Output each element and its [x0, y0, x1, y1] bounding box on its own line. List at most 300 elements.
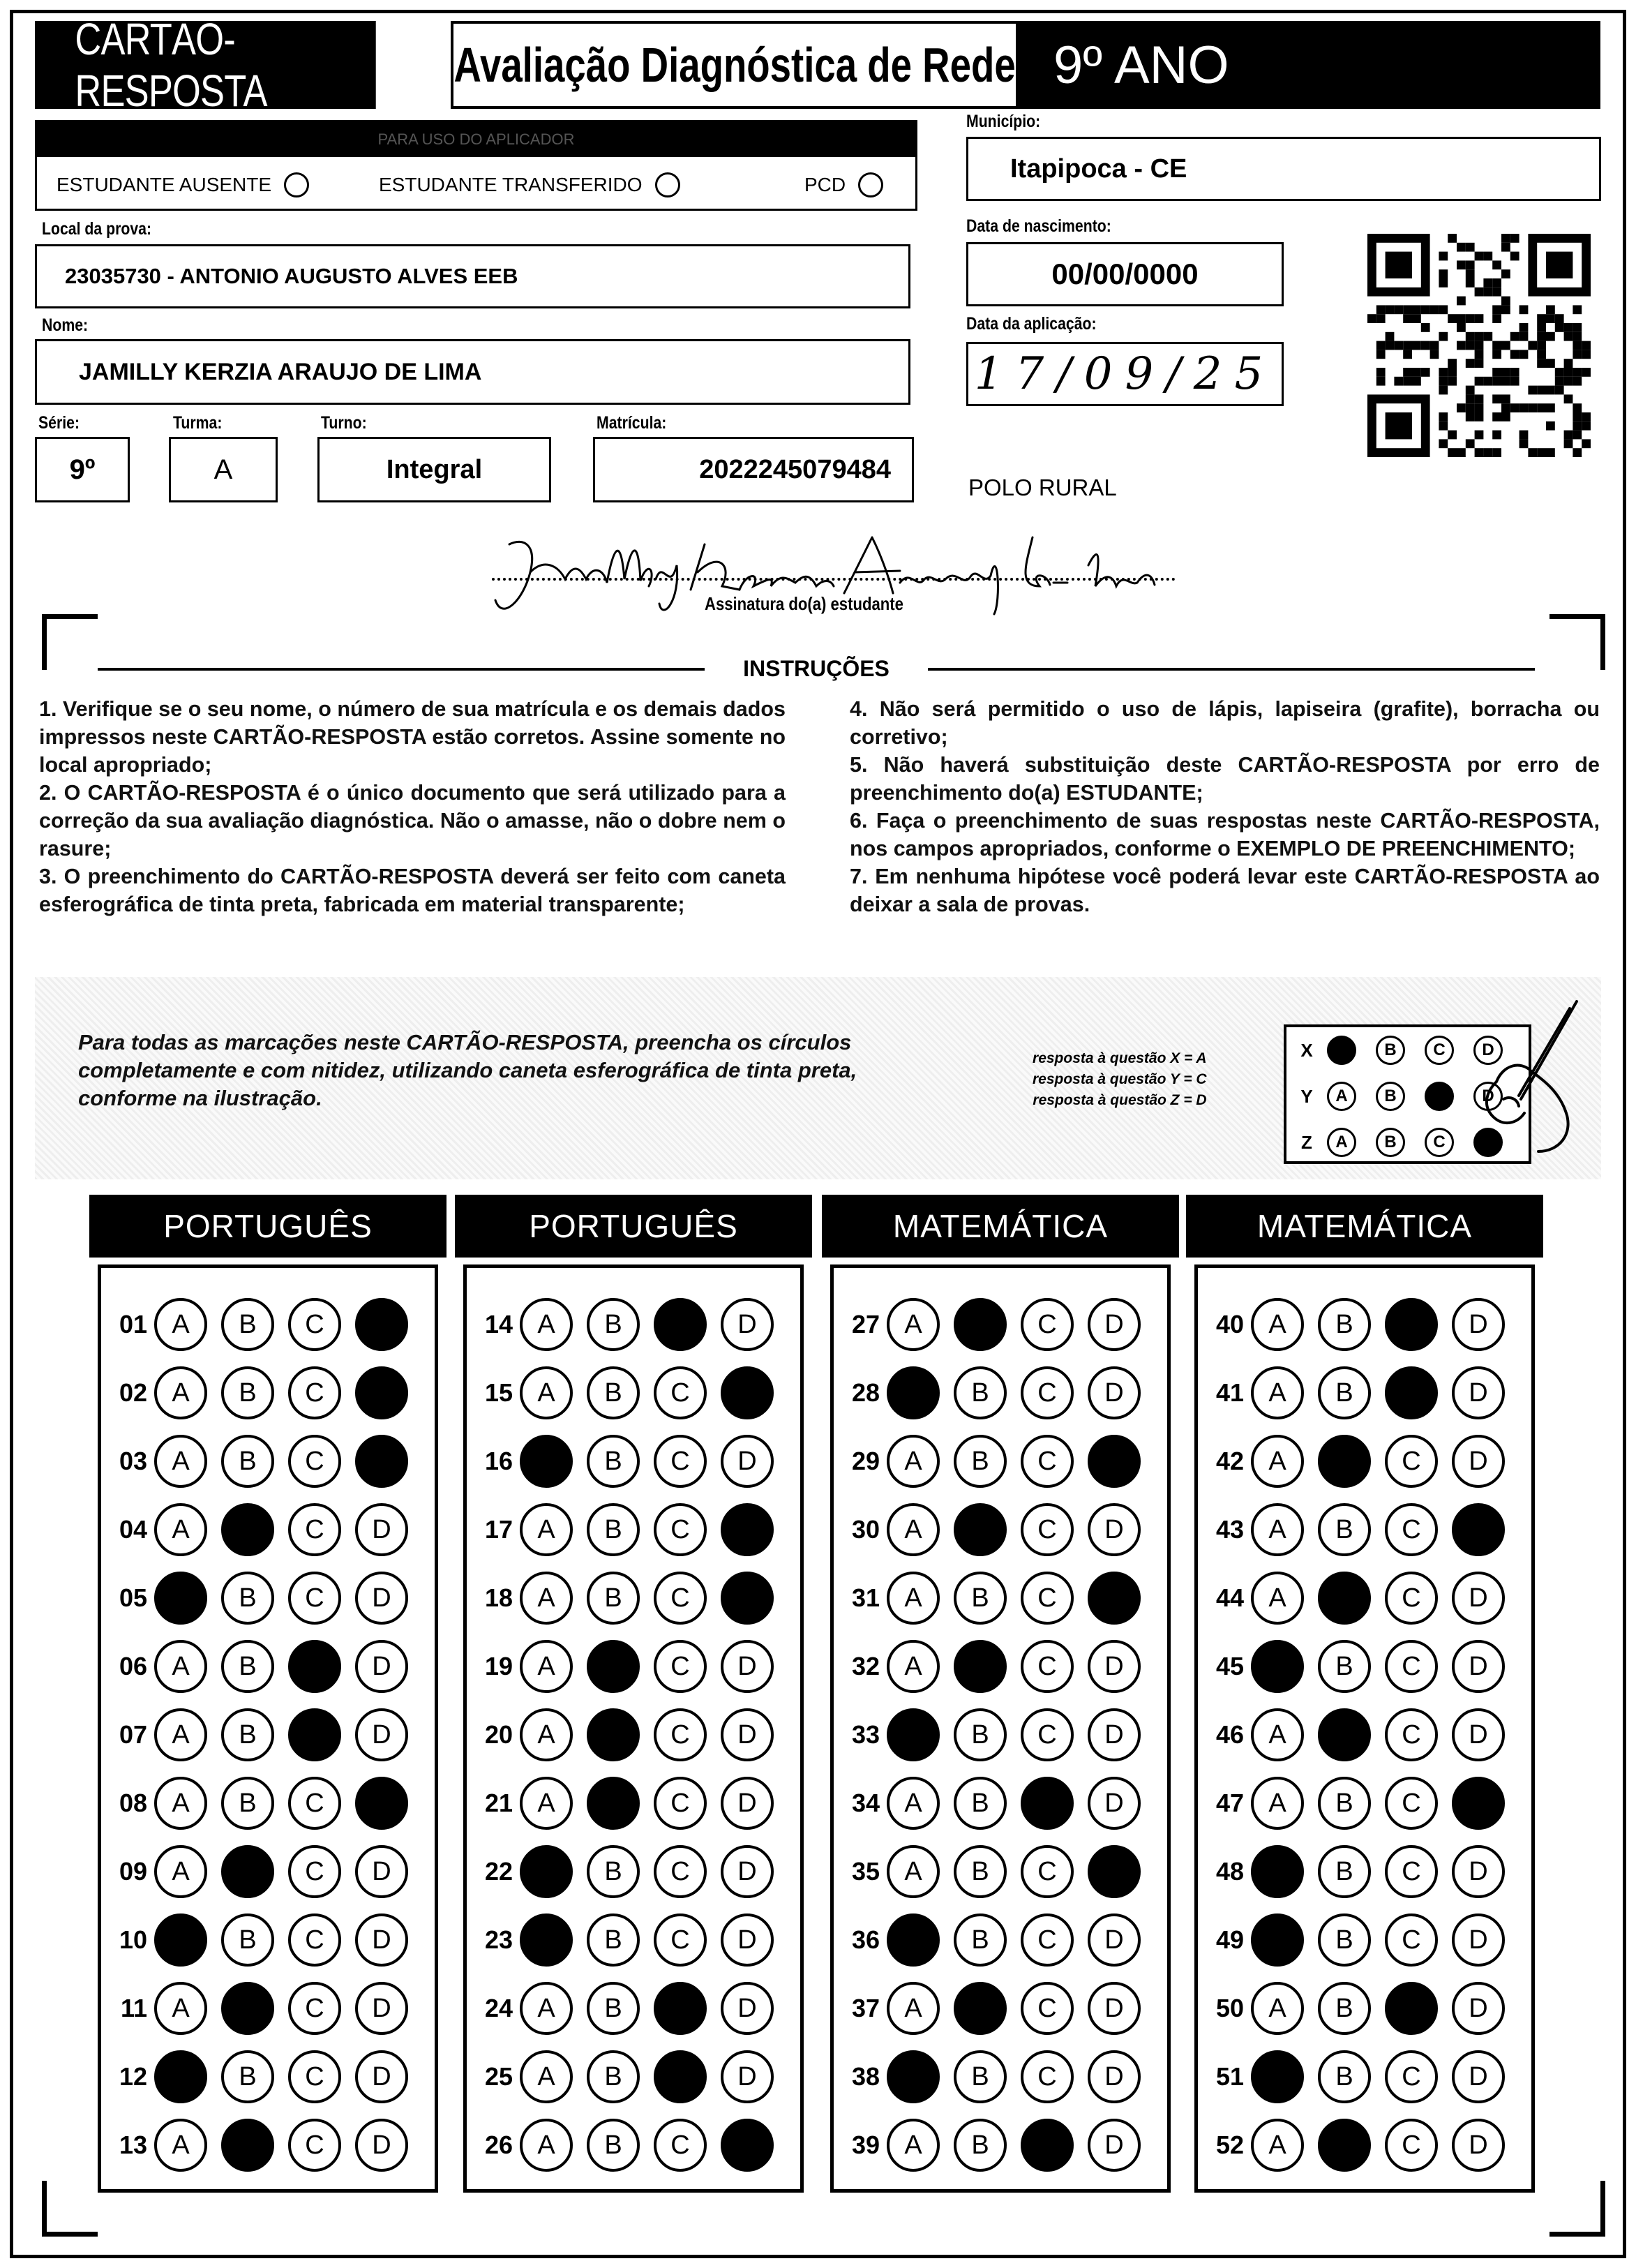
answer-bubble-c[interactable]: C — [1021, 1366, 1074, 1419]
question-row — [1198, 1772, 1505, 1835]
answer-bubble-a[interactable]: A — [887, 2119, 940, 2172]
fill-example-text: Para todas as marcações neste CARTÃO-RESPOSTA, preencha os círculos completamente e com nitidez, utilizando caneta esferográfica de tinta preta, conforme na ilustração. — [78, 1030, 857, 1110]
answer-bubble-a[interactable] — [887, 1913, 940, 1967]
answer-bubble-c[interactable]: C — [1385, 2050, 1438, 2103]
question-number: 52 — [1215, 2131, 1244, 2159]
answer-bubble-a[interactable]: A — [154, 1708, 207, 1761]
frame-corner-bottom-right — [1549, 2181, 1605, 2237]
answer-bubble-b[interactable] — [1318, 2119, 1371, 2172]
answer-bubble-b[interactable]: B — [587, 2050, 640, 2103]
pcd-bubble[interactable] — [858, 172, 883, 197]
answer-bubble-b[interactable]: B — [1318, 1777, 1371, 1830]
answer-bubble-a[interactable] — [1251, 1913, 1304, 1967]
answer-bubble-a[interactable]: A — [520, 1298, 573, 1351]
question-row — [101, 1293, 408, 1356]
instruction-1: 1. Verifique se o seu nome, o número de sua matrícula e os demais dados impressos neste CARTÃO-RESPOSTA estão corretos. Assine somente no local apropriado; — [39, 697, 786, 777]
answer-bubble-b[interactable]: B — [221, 1435, 274, 1488]
answer-bubble-c[interactable]: C — [654, 1366, 707, 1419]
legend-z: resposta à questão Z = D — [1033, 1092, 1207, 1108]
answer-bubble-d[interactable]: D — [1452, 1708, 1505, 1761]
answer-bubble-d[interactable]: D — [721, 1435, 774, 1488]
local-label: Local da prova: — [42, 219, 152, 239]
answer-bubble-b[interactable] — [221, 1503, 274, 1556]
answer-bubble-b[interactable] — [221, 1982, 274, 2035]
answer-bubble-c[interactable]: C — [288, 1435, 341, 1488]
answer-bubble-c[interactable]: C — [654, 1845, 707, 1898]
grade-title: 9º ANO — [1019, 21, 1600, 109]
answer-bubble-b[interactable] — [954, 1298, 1007, 1351]
aplicacao-field[interactable]: 17/09/25 — [966, 342, 1284, 406]
municipio-field: Itapipoca - CE — [966, 137, 1601, 201]
answer-bubble-b[interactable]: B — [1318, 2050, 1371, 2103]
answer-bubble-c[interactable] — [1385, 1982, 1438, 2035]
answer-bubble-d[interactable]: D — [1088, 1913, 1141, 1967]
answer-bubble-a[interactable] — [887, 1366, 940, 1419]
question-number: 17 — [484, 1515, 513, 1544]
question-number: 12 — [119, 2062, 147, 2091]
answer-bubble-c[interactable]: C — [1385, 1845, 1438, 1898]
absent-option[interactable] — [57, 172, 309, 197]
answer-bubble-c[interactable]: C — [654, 2119, 707, 2172]
question-row — [467, 1361, 774, 1424]
answer-bubble-c[interactable] — [654, 1298, 707, 1351]
answer-bubble-b[interactable] — [1318, 1708, 1371, 1761]
answer-bubble-a[interactable] — [1251, 1640, 1304, 1693]
answer-bubble-c[interactable]: C — [654, 1572, 707, 1625]
question-row — [1198, 2045, 1505, 2108]
answer-bubble-d[interactable] — [721, 1503, 774, 1556]
answer-bubble-d[interactable] — [1088, 1435, 1141, 1488]
answer-bubble-d[interactable]: D — [1088, 1777, 1141, 1830]
answer-bubble-b[interactable]: B — [954, 1913, 1007, 1967]
answer-bubble-c[interactable] — [654, 2050, 707, 2103]
answer-bubble-d[interactable]: D — [1452, 1298, 1505, 1351]
answer-bubble-b[interactable]: B — [587, 1298, 640, 1351]
transferred-label: ESTUDANTE TRANSFERIDO — [379, 174, 643, 195]
answer-bubble-c[interactable] — [288, 1708, 341, 1761]
answer-bubble-c[interactable] — [1385, 1366, 1438, 1419]
answer-bubble-d[interactable] — [1452, 1777, 1505, 1830]
answer-section — [1194, 1264, 1535, 2193]
answer-bubble-d[interactable] — [1452, 1503, 1505, 1556]
answer-bubble-b[interactable]: B — [1318, 1298, 1371, 1351]
answer-bubble-a[interactable]: A — [1251, 1777, 1304, 1830]
answer-bubble-d[interactable] — [355, 1298, 408, 1351]
answer-bubble-c[interactable] — [1021, 2119, 1074, 2172]
answer-bubble-a[interactable]: A — [154, 1298, 207, 1351]
question-row — [467, 1977, 774, 2040]
answer-bubble-c[interactable]: C — [1385, 1708, 1438, 1761]
answer-bubble-b[interactable]: B — [587, 1366, 640, 1419]
answer-bubble-b[interactable]: B — [221, 1913, 274, 1967]
answer-bubble-d[interactable]: D — [721, 1913, 774, 1967]
answer-bubble-d[interactable] — [721, 1572, 774, 1625]
answer-bubble-a[interactable]: A — [1251, 1708, 1304, 1761]
question-number: 01 — [119, 1310, 147, 1338]
answer-bubble-c[interactable] — [654, 1982, 707, 2035]
answer-bubble-a[interactable]: A — [887, 1845, 940, 1898]
answer-bubble-d[interactable]: D — [1088, 1298, 1141, 1351]
answer-bubble-a[interactable] — [887, 2050, 940, 2103]
answer-bubble-c[interactable]: C — [1021, 1503, 1074, 1556]
answer-bubble-b[interactable]: B — [587, 1845, 640, 1898]
legend-y: resposta à questão Y = C — [1033, 1071, 1207, 1087]
section-header: PORTUGUÊS — [89, 1195, 446, 1258]
answer-bubble-a[interactable] — [154, 1913, 207, 1967]
question-number: 19 — [484, 1652, 513, 1680]
answer-bubble-c[interactable]: C — [288, 1366, 341, 1419]
answer-bubble-b[interactable]: B — [954, 1366, 1007, 1419]
answer-bubble-b[interactable]: B — [221, 1777, 274, 1830]
instructions-rule-right — [928, 668, 1535, 671]
answer-bubble-c[interactable] — [1385, 1298, 1438, 1351]
answer-bubble-b[interactable]: B — [954, 1572, 1007, 1625]
answer-bubble-b[interactable]: B — [587, 1982, 640, 2035]
question-row — [834, 1293, 1141, 1356]
answer-bubble-b[interactable]: B — [954, 1435, 1007, 1488]
question-number: 45 — [1215, 1652, 1244, 1680]
answer-bubble-d[interactable]: D — [1088, 1503, 1141, 1556]
answer-bubble-d[interactable]: D — [355, 2050, 408, 2103]
question-row — [834, 1430, 1141, 1493]
answer-bubble-a[interactable]: A — [154, 1366, 207, 1419]
answer-bubble-a[interactable] — [520, 1845, 573, 1898]
question-number: 13 — [119, 2131, 147, 2159]
answer-bubble-b[interactable]: B — [1318, 1640, 1371, 1693]
answer-bubble-c[interactable] — [1021, 1777, 1074, 1830]
answer-bubble-b[interactable]: B — [587, 1435, 640, 1488]
answer-bubble-c[interactable]: C — [1021, 1982, 1074, 2035]
answer-bubble-c[interactable]: C — [1021, 1640, 1074, 1693]
answer-bubble-c[interactable]: C — [654, 1708, 707, 1761]
answer-bubble-d[interactable]: D — [721, 1298, 774, 1351]
answer-bubble-a[interactable]: A — [887, 1777, 940, 1830]
question-number: 40 — [1215, 1310, 1244, 1338]
answer-bubble-d[interactable]: D — [1452, 1845, 1505, 1898]
answer-bubble-d[interactable]: D — [1452, 2050, 1505, 2103]
answer-bubble-c[interactable]: C — [288, 2119, 341, 2172]
answer-bubble-c[interactable]: C — [654, 1913, 707, 1967]
answer-bubble-a[interactable]: A — [887, 1435, 940, 1488]
answer-bubble-c[interactable]: C — [288, 1298, 341, 1351]
answer-bubble-d[interactable] — [355, 1435, 408, 1488]
example-bubble-c — [1425, 1082, 1454, 1111]
answer-bubble-d[interactable]: D — [1452, 1913, 1505, 1967]
question-row — [834, 1977, 1141, 2040]
question-number: 43 — [1215, 1515, 1244, 1544]
absent-bubble[interactable] — [284, 172, 309, 197]
answer-bubble-a[interactable]: A — [1251, 1366, 1304, 1419]
question-number: 50 — [1215, 1994, 1244, 2022]
answer-bubble-c[interactable]: C — [288, 1503, 341, 1556]
answer-bubble-a[interactable] — [887, 1708, 940, 1761]
answer-bubble-d[interactable]: D — [355, 1913, 408, 1967]
answer-bubble-c[interactable]: C — [1021, 1845, 1074, 1898]
example-bubble-a: A — [1327, 1128, 1356, 1157]
question-number: 20 — [484, 1720, 513, 1749]
answer-bubble-a[interactable]: A — [887, 1572, 940, 1625]
answer-bubble-d[interactable]: D — [355, 1845, 408, 1898]
answer-bubble-d[interactable] — [1088, 1572, 1141, 1625]
answer-bubble-a[interactable]: A — [520, 2119, 573, 2172]
answer-bubble-a[interactable] — [1251, 1845, 1304, 1898]
answer-bubble-d[interactable]: D — [355, 1640, 408, 1693]
answer-bubble-b[interactable]: B — [954, 1777, 1007, 1830]
answer-bubble-d[interactable]: D — [355, 1572, 408, 1625]
answer-bubble-a[interactable] — [520, 1913, 573, 1967]
answer-bubble-d[interactable]: D — [1452, 1982, 1505, 2035]
question-number: 21 — [484, 1789, 513, 1817]
example-bubble-b: B — [1376, 1036, 1405, 1065]
answer-bubble-b[interactable]: B — [954, 1708, 1007, 1761]
question-number: 48 — [1215, 1857, 1244, 1886]
answer-bubble-a[interactable]: A — [887, 1298, 940, 1351]
local-field: 23035730 - ANTONIO AUGUSTO ALVES EEB — [35, 244, 910, 308]
answer-bubble-b[interactable] — [587, 1640, 640, 1693]
instructions-right-column — [850, 695, 1600, 918]
answer-bubble-c[interactable]: C — [1385, 2119, 1438, 2172]
municipio-label: Município: — [966, 112, 1041, 131]
example-bubble-a: A — [1327, 1082, 1356, 1111]
answer-bubble-a[interactable] — [154, 2050, 207, 2103]
answer-bubble-d[interactable]: D — [1452, 1366, 1505, 1419]
example-bubble-b: B — [1376, 1082, 1405, 1111]
answer-bubble-b[interactable]: B — [1318, 1845, 1371, 1898]
question-row — [101, 1909, 408, 1971]
instructions-left-column — [39, 695, 786, 918]
answer-bubble-b[interactable]: B — [221, 1366, 274, 1419]
answer-bubble-b[interactable] — [954, 1640, 1007, 1693]
answer-bubble-b[interactable]: B — [954, 1845, 1007, 1898]
answer-bubble-d[interactable]: D — [1452, 1640, 1505, 1693]
answer-bubble-a[interactable] — [154, 1572, 207, 1625]
answer-bubble-a[interactable]: A — [1251, 1503, 1304, 1556]
answer-bubble-b[interactable]: B — [587, 2119, 640, 2172]
answer-bubble-b[interactable]: B — [221, 1708, 274, 1761]
answer-bubble-a[interactable]: A — [520, 1982, 573, 2035]
example-bubble-c: C — [1425, 1036, 1454, 1065]
answer-bubble-a[interactable]: A — [154, 1503, 207, 1556]
question-number: 25 — [484, 2062, 513, 2091]
question-number: 02 — [119, 1378, 147, 1407]
answer-bubble-b[interactable]: B — [221, 1640, 274, 1693]
answer-bubble-a[interactable] — [520, 1435, 573, 1488]
answer-bubble-a[interactable]: A — [520, 2050, 573, 2103]
answer-bubble-b[interactable]: B — [587, 1913, 640, 1967]
nascimento-label: Data de nascimento: — [966, 216, 1111, 236]
answer-bubble-c[interactable]: C — [288, 1982, 341, 2035]
answer-bubble-d[interactable]: D — [1088, 1366, 1141, 1419]
answer-bubble-b[interactable] — [221, 2119, 274, 2172]
answer-bubble-b[interactable] — [221, 1845, 274, 1898]
answer-bubble-d[interactable]: D — [721, 1845, 774, 1898]
answer-bubble-b[interactable] — [954, 1982, 1007, 2035]
answer-bubble-c[interactable]: C — [654, 1777, 707, 1830]
answer-bubble-b[interactable]: B — [1318, 1366, 1371, 1419]
answer-bubble-b[interactable]: B — [1318, 1503, 1371, 1556]
example-bubble-d: D — [1473, 1036, 1503, 1065]
question-row — [101, 1772, 408, 1835]
answer-bubble-a[interactable]: A — [887, 1503, 940, 1556]
question-row — [101, 2114, 408, 2177]
status-band: PARA USO DO APLICADOR — [37, 122, 915, 157]
answer-bubble-d[interactable]: D — [1088, 1708, 1141, 1761]
answer-bubble-a[interactable]: A — [154, 1640, 207, 1693]
answer-bubble-d[interactable] — [721, 1366, 774, 1419]
answer-bubble-a[interactable]: A — [887, 1640, 940, 1693]
turno-label: Turno: — [321, 413, 367, 433]
question-row — [101, 1498, 408, 1561]
question-number: 34 — [851, 1789, 880, 1817]
answer-bubble-d[interactable]: D — [355, 1708, 408, 1761]
answer-bubble-c[interactable]: C — [1021, 2050, 1074, 2103]
answer-bubble-d[interactable]: D — [721, 2050, 774, 2103]
pcd-label: PCD — [804, 174, 846, 195]
question-number: 36 — [851, 1925, 880, 1954]
answer-bubble-a[interactable]: A — [520, 1366, 573, 1419]
answer-bubble-c[interactable]: C — [288, 1572, 341, 1625]
question-row — [1198, 1498, 1505, 1561]
nome-label: Nome: — [42, 315, 89, 335]
answer-bubble-c[interactable]: C — [1021, 1435, 1074, 1488]
question-number: 16 — [484, 1447, 513, 1475]
question-number: 18 — [484, 1583, 513, 1612]
answer-bubble-b[interactable]: B — [954, 2119, 1007, 2172]
answer-bubble-a[interactable]: A — [1251, 2119, 1304, 2172]
question-number: 09 — [119, 1857, 147, 1886]
answer-bubble-c[interactable]: C — [288, 1777, 341, 1830]
answer-bubble-d[interactable]: D — [1088, 2050, 1141, 2103]
question-row — [467, 1840, 774, 1903]
instruction-5: 5. Não haverá substituição deste CARTÃO-RESPOSTA por erro de preenchimento do(a) ESTUDANTE; — [850, 753, 1600, 805]
answer-bubble-c[interactable] — [288, 1640, 341, 1693]
question-row — [101, 1977, 408, 2040]
answer-bubble-b[interactable]: B — [1318, 1913, 1371, 1967]
answer-bubble-d[interactable]: D — [1452, 1435, 1505, 1488]
answer-bubble-b[interactable]: B — [1318, 1982, 1371, 2035]
answer-bubble-a[interactable]: A — [887, 1982, 940, 2035]
answer-bubble-a[interactable]: A — [520, 1708, 573, 1761]
question-number: 44 — [1215, 1583, 1244, 1612]
answer-bubble-c[interactable]: C — [1385, 1572, 1438, 1625]
answer-bubble-b[interactable] — [587, 1777, 640, 1830]
answer-bubble-a[interactable]: A — [154, 2119, 207, 2172]
answer-bubble-b[interactable]: B — [954, 2050, 1007, 2103]
answer-bubble-c[interactable]: C — [1021, 1913, 1074, 1967]
answer-bubble-c[interactable]: C — [654, 1503, 707, 1556]
answer-bubble-a[interactable]: A — [520, 1503, 573, 1556]
question-row — [1198, 1977, 1505, 2040]
instruction-7: 7. Em nenhuma hipótese você poderá levar este CARTÃO-RESPOSTA ao deixar a sala de provas. — [850, 865, 1600, 916]
answer-bubble-b[interactable]: B — [221, 2050, 274, 2103]
turma-field: A — [169, 437, 278, 502]
answer-bubble-b[interactable] — [587, 1708, 640, 1761]
answer-bubble-c[interactable]: C — [288, 2050, 341, 2103]
question-row — [1198, 1909, 1505, 1971]
answer-bubble-d[interactable]: D — [721, 1982, 774, 2035]
answer-bubble-b[interactable] — [954, 1503, 1007, 1556]
answer-bubble-d[interactable]: D — [355, 1982, 408, 2035]
answer-bubble-d[interactable]: D — [721, 1640, 774, 1693]
answer-bubble-a[interactable]: A — [1251, 1298, 1304, 1351]
answer-bubble-c[interactable]: C — [288, 1913, 341, 1967]
transferred-bubble[interactable] — [655, 172, 680, 197]
answer-bubble-a[interactable]: A — [154, 1845, 207, 1898]
answer-bubble-d[interactable]: D — [1452, 1572, 1505, 1625]
answer-bubble-b[interactable] — [1318, 1435, 1371, 1488]
answer-bubble-b[interactable]: B — [587, 1572, 640, 1625]
question-row — [834, 1635, 1141, 1698]
answer-bubble-a[interactable]: A — [154, 1982, 207, 2035]
answer-bubble-a[interactable] — [1251, 2050, 1304, 2103]
answer-section — [830, 1264, 1171, 2193]
answer-bubble-b[interactable]: B — [221, 1298, 274, 1351]
answer-bubble-c[interactable]: C — [1385, 1640, 1438, 1693]
question-number: 30 — [851, 1515, 880, 1544]
answer-bubble-b[interactable]: B — [221, 1572, 274, 1625]
question-row — [467, 1635, 774, 1698]
answer-bubble-c[interactable]: C — [1021, 1708, 1074, 1761]
answer-bubble-c[interactable]: C — [1385, 1435, 1438, 1488]
question-row — [1198, 1703, 1505, 1766]
answer-bubble-a[interactable]: A — [154, 1435, 207, 1488]
answer-bubble-d[interactable]: D — [1088, 1640, 1141, 1693]
answer-bubble-c[interactable]: C — [1385, 1503, 1438, 1556]
answer-bubble-a[interactable]: A — [520, 1572, 573, 1625]
question-number: 35 — [851, 1857, 880, 1886]
answer-bubble-b[interactable] — [1318, 1572, 1371, 1625]
answer-bubble-c[interactable]: C — [1385, 1777, 1438, 1830]
exam-title: Avaliação Diagnóstica de Rede — [451, 21, 1019, 109]
answer-bubble-d[interactable]: D — [355, 2119, 408, 2172]
question-row — [101, 1635, 408, 1698]
question-number: 37 — [851, 1994, 880, 2022]
answer-bubble-c[interactable]: C — [1021, 1572, 1074, 1625]
answer-bubble-d[interactable]: D — [1088, 2119, 1141, 2172]
answer-bubble-d[interactable] — [1088, 1845, 1141, 1898]
answer-section — [463, 1264, 804, 2193]
answer-bubble-d[interactable] — [355, 1777, 408, 1830]
question-row — [834, 1840, 1141, 1903]
answer-bubble-c[interactable]: C — [288, 1845, 341, 1898]
answer-bubble-c[interactable]: C — [654, 1640, 707, 1693]
answer-bubble-a[interactable]: A — [1251, 1982, 1304, 2035]
pcd-option[interactable] — [804, 172, 883, 197]
answer-bubble-c[interactable]: C — [1385, 1913, 1438, 1967]
answer-bubble-d[interactable]: D — [355, 1503, 408, 1556]
answer-bubble-d[interactable]: D — [721, 1777, 774, 1830]
answer-bubble-a[interactable]: A — [520, 1777, 573, 1830]
answer-bubble-d[interactable] — [355, 1366, 408, 1419]
answer-bubble-d[interactable]: D — [1088, 1982, 1141, 2035]
turma-label: Turma: — [173, 413, 223, 433]
question-row — [467, 1293, 774, 1356]
answer-bubble-d[interactable] — [721, 2119, 774, 2172]
answer-bubble-a[interactable]: A — [520, 1640, 573, 1693]
answer-bubble-a[interactable]: A — [1251, 1435, 1304, 1488]
transferred-option[interactable] — [379, 172, 680, 197]
answer-bubble-c[interactable]: C — [1021, 1298, 1074, 1351]
example-row-label: X — [1300, 1039, 1313, 1061]
answer-bubble-c[interactable]: C — [654, 1435, 707, 1488]
frame-corner-bottom-left — [42, 2181, 98, 2237]
answer-bubble-d[interactable]: D — [721, 1708, 774, 1761]
question-row — [834, 1703, 1141, 1766]
answer-bubble-d[interactable]: D — [1452, 2119, 1505, 2172]
answer-bubble-a[interactable]: A — [1251, 1572, 1304, 1625]
answer-bubble-a[interactable]: A — [154, 1777, 207, 1830]
answer-bubble-b[interactable]: B — [587, 1503, 640, 1556]
